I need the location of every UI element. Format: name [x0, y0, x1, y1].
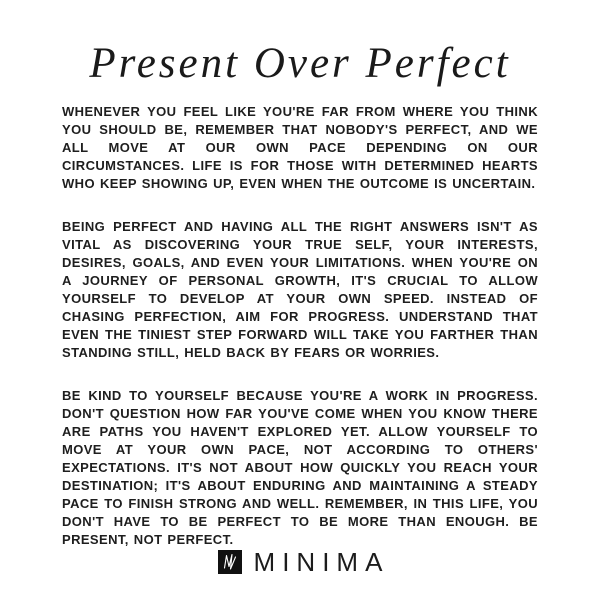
- paragraph-3: BE KIND TO YOURSELF BECAUSE YOU'RE A WORK IN PROGRESS. DON'T QUESTION HOW FAR YOU'VE COME WHEN YOU KNOW THERE ARE PATHS YOU HAVEN'T EXPLORED YET. ALLOW YOURSELF TO MOVE AT YOUR OWN PACE, NOT ACCORDING TO OTHERS' EXPECTATIONS. IT'S NOT ABOUT HOW QUICKLY YOU REACH YOUR DESTINATION; IT'S ABOUT ENDURING AND MAINTAINING A STEADY PACE TO FINISH STRONG AND WELL. REMEMBER, IN THIS LIFE, YOU DON'T HAVE TO BE PERFECT TO BE MORE THAN ENOUGH. BE PRESENT, NOT PERFECT.: [62, 388, 538, 547]
- quote-body: [62, 103, 538, 549]
- brand-logo: [62, 549, 538, 575]
- page-title: Present Over Perfect: [89, 40, 511, 87]
- paragraph-2: BEING PERFECT AND HAVING ALL THE RIGHT ANSWERS ISN'T AS VITAL AS DISCOVERING YOUR TRUE SELF, YOUR INTERESTS, DESIRES, GOALS, AND EVEN YOUR LIMITATIONS. WHEN YOU'RE ON A JOURNEY OF PERSONAL GROWTH, IT'S CRUCIAL TO ALLOW YOURSELF TO DEVELOP AT YOUR OWN SPEED. INSTEAD OF CHASING PERFECTION, AIM FOR PROGRESS. UNDERSTAND THAT EVEN THE TINIEST STEP FORWARD WILL TAKE YOU FARTHER THAN STANDING STILL, HELD BACK BY FEARS OR WORRIES.: [62, 219, 538, 360]
- brand-name: MINIMA: [253, 547, 390, 577]
- paragraph-1: WHENEVER YOU FEEL LIKE YOU'RE FAR FROM WHERE YOU THINK YOU SHOULD BE, REMEMBER THAT NOBODY'S PERFECT, AND WE ALL MOVE AT OUR OWN PACE DEPENDING ON OUR CIRCUMSTANCES. LIFE IS FOR THOSE WITH DETERMINED HEARTS WHO KEEP SHOWING UP, EVEN WHEN THE OUTCOME IS UNCERTAIN.: [62, 104, 538, 191]
- scribble-monogram-icon: [218, 550, 242, 574]
